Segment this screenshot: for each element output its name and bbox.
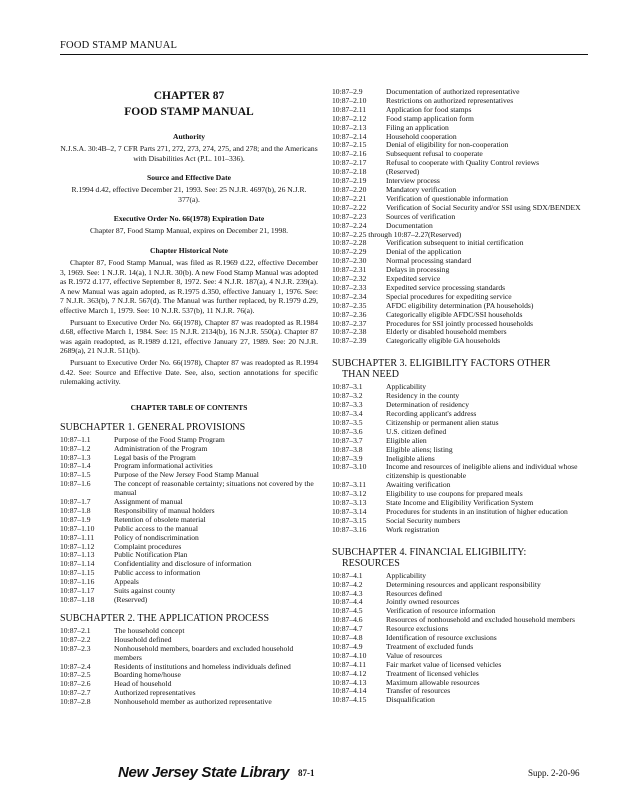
section-title: Maximum allowable resources <box>386 677 480 687</box>
section-number: 10:87–2.29 <box>332 247 367 257</box>
section-number: 10:87–4.10 <box>332 650 367 660</box>
historical-note-heading: Chapter Historical Note <box>150 245 228 255</box>
section-title: Resources defined <box>386 588 442 598</box>
section-number: 10:87–1.3 <box>60 452 91 462</box>
section-number: 10:87–2.25 through 10:87–2.27 <box>332 229 429 239</box>
chapter-title: FOOD STAMP MANUAL <box>124 106 254 118</box>
section-number: 10:87–1.14 <box>60 559 95 569</box>
section-title: Suits against county <box>114 586 176 596</box>
toc-entry <box>332 437 588 446</box>
section-title: Assignment of manual <box>114 497 183 507</box>
toc-entry <box>332 159 588 168</box>
section-title: Boarding home/house <box>114 670 181 680</box>
section-number: 10:87–2.32 <box>332 274 367 284</box>
section-title: Applicability <box>386 570 427 580</box>
section-number: 10:87–2.20 <box>332 184 367 194</box>
section-title: Legal basis of the Program <box>114 452 196 462</box>
section-title: Purpose of the Food Stamp Program <box>114 434 225 444</box>
toc-entry <box>332 508 588 517</box>
toc-entry <box>332 213 588 222</box>
source-text: R.1994 d.42, effective December 21, 1993. See: 25 N.J.R. 4697(b), 26 N.J.R. 377(a). <box>71 185 307 204</box>
section-number: 10:87–4.4 <box>332 597 363 607</box>
toc-entry <box>332 687 588 696</box>
section-number: 10:87–2.33 <box>332 282 367 292</box>
toc-entry <box>332 446 588 455</box>
section-title: Income and resources of ineligible aliens and individual whose citizenship is questionable <box>386 462 578 481</box>
section-number: 10:87–4.15 <box>332 695 367 705</box>
section-title: Recording applicant's address <box>386 409 477 418</box>
toc-entry <box>332 168 588 177</box>
section-number: 10:87–1.4 <box>60 461 91 471</box>
section-number: 10:87–3.12 <box>332 489 367 499</box>
section-title: Jointly owned resources <box>386 597 460 607</box>
section-title: Household defined <box>114 634 172 644</box>
toc-entry <box>60 698 318 707</box>
section-number: 10:87–3.5 <box>332 417 363 427</box>
section-number: 10:87–2.5 <box>60 670 91 680</box>
toc-entry <box>332 337 588 346</box>
section-number: 10:87–2.15 <box>332 140 367 150</box>
section-number: 10:87–2.34 <box>332 291 367 301</box>
toc-entry <box>332 679 588 688</box>
toc-entry <box>60 596 318 605</box>
section-number: 10:87–1.11 <box>60 532 95 542</box>
section-number: 10:87–2.13 <box>332 122 367 132</box>
section-title: Applicability <box>386 382 427 392</box>
section-title: Verification of Social Security and/or SSI using SDX/BENDEX <box>386 202 581 212</box>
section-title: Special procedures for expediting service <box>386 291 512 301</box>
toc-entry <box>332 383 588 392</box>
section-title: Interview process <box>386 176 440 186</box>
section-number: 10:87–2.9 <box>332 87 363 96</box>
subchapter-1-title: SUBCHAPTER 1. GENERAL PROVISIONS <box>60 421 246 433</box>
section-number: 10:87–4.3 <box>332 588 363 598</box>
section-title: Resource exclusions <box>386 624 449 634</box>
section-title: Food stamp application form <box>386 113 474 123</box>
section-number: 10:87–2.11 <box>332 104 367 114</box>
section-title: Filing an application <box>386 122 449 132</box>
section-title: Categorically eligible GA households <box>386 336 501 346</box>
toc-entry <box>60 663 318 672</box>
section-number: 10:87–1.18 <box>60 595 95 604</box>
section-title: Nonhousehold members, boarders and excluded household members <box>114 643 294 662</box>
section-title: Confidentiality and disclosure of information <box>114 559 252 569</box>
section-title: Categorically eligible AFDC/SSI households <box>386 309 523 319</box>
right-column <box>332 88 588 705</box>
section-number: 10:87–3.6 <box>332 426 363 436</box>
subchapter-2-list <box>60 627 318 707</box>
section-number: 10:87–4.8 <box>332 633 363 643</box>
toc-entry <box>332 177 588 186</box>
section-title: Fair market value of licensed vehicles <box>386 659 502 669</box>
section-title: Work registration <box>386 524 440 534</box>
section-number: 10:87–3.16 <box>332 524 367 534</box>
section-title: The concept of reasonable certainty; situations not covered by the manual <box>114 479 314 498</box>
section-number: 10:87–2.19 <box>332 176 367 186</box>
section-title: Refusal to cooperate with Quality Control reviews <box>386 158 540 168</box>
section-number: 10:87–3.7 <box>332 435 363 445</box>
section-title: Mandatory verification <box>386 184 457 194</box>
section-number: 10:87–1.13 <box>60 550 95 560</box>
subchapter-3-title-line: SUBCHAPTER 3. ELIGIBILITY FACTORS OTHER <box>332 358 551 370</box>
section-title: Residency in the county <box>386 391 460 401</box>
section-title: Verification of resource information <box>386 606 496 616</box>
section-number: 10:87–2.28 <box>332 238 367 248</box>
section-title: Social Security numbers <box>386 515 461 525</box>
section-title: Treatment of excluded funds <box>386 641 474 651</box>
section-number: 10:87–3.9 <box>332 453 363 463</box>
section-number: 10:87–4.2 <box>332 579 363 589</box>
section-title: Head of household <box>114 679 172 689</box>
authority-heading: Authority <box>172 132 206 141</box>
toc-entry <box>60 534 318 543</box>
section-number: 10:87–2.4 <box>60 661 91 671</box>
section-title: Value of resources <box>386 650 443 660</box>
section-title: Responsibility of manual holders <box>114 505 215 515</box>
section-number: 10:87–4.11 <box>332 659 367 669</box>
section-title: Sources of verification <box>386 211 456 221</box>
section-number: 10:87–4.13 <box>332 677 367 687</box>
header-rule <box>60 54 588 55</box>
library-stamp: New Jersey State Library <box>118 764 290 781</box>
section-title: Complaint procedures <box>114 541 182 551</box>
toc-entry <box>60 543 318 552</box>
section-number: 10:87–1.7 <box>60 497 91 507</box>
toc-entry <box>332 124 588 133</box>
section-title: Documentation of authorized representative <box>386 87 520 96</box>
subchapter-4-title-line: SUBCHAPTER 4. FINANCIAL ELIGIBILITY: <box>332 546 527 558</box>
section-number: 10:87–2.12 <box>332 113 367 123</box>
section-title: (Reserved) <box>428 229 462 239</box>
toc-entry <box>332 590 588 599</box>
section-number: 10:87–2.14 <box>332 131 367 141</box>
section-title: Verification subsequent to initial certification <box>386 238 524 248</box>
section-number: 10:87–2.18 <box>332 167 367 177</box>
section-title: Policy of nondiscrimination <box>114 532 199 542</box>
toc-entry <box>332 643 588 652</box>
section-number: 10:87–2.7 <box>60 688 91 698</box>
section-number: 10:87–2.35 <box>332 300 367 310</box>
section-title: Program informational activities <box>114 461 213 471</box>
toc-entry <box>332 257 588 266</box>
section-number: 10:87–1.2 <box>60 443 91 453</box>
section-number: 10:87–3.14 <box>332 506 367 516</box>
section-title: Household cooperation <box>386 131 457 141</box>
section-number: 10:87–4.9 <box>332 641 363 651</box>
toc-entry <box>60 645 318 663</box>
historical-note-paragraph: Pursuant to Executive Order No. 66(1978), Chapter 87 was readopted as R.1994 d.42. See: Source and Effective Date. See, also, section annotations for specific rulemaking activity. <box>60 357 318 387</box>
running-header: FOOD STAMP MANUAL <box>60 40 178 51</box>
section-number: 10:87–1.15 <box>60 568 95 578</box>
section-number: 10:87–2.39 <box>332 336 367 346</box>
toc-entry <box>60 578 318 587</box>
section-title: Eligibility to use coupons for prepared meals <box>386 489 523 499</box>
section-number: 10:87–2.37 <box>332 318 367 328</box>
section-title: AFDC eligibility determination (PA households) <box>386 300 534 310</box>
chapter-number: CHAPTER 87 <box>153 90 225 102</box>
section-number: 10:87–2.2 <box>60 634 91 644</box>
section-number: 10:87–2.22 <box>332 202 367 212</box>
section-number: 10:87–2.3 <box>60 643 91 653</box>
subchapter-1-list <box>60 436 318 605</box>
section-number: 10:87–3.1 <box>332 382 363 392</box>
section-number: 10:87–3.4 <box>332 409 363 418</box>
section-title: Subsequent refusal to cooperate <box>386 149 483 159</box>
section-title: Denial of the application <box>386 247 462 257</box>
section-title: Public access to the manual <box>114 523 198 533</box>
toc-entry <box>332 616 588 625</box>
section-number: 10:87–3.8 <box>332 444 363 454</box>
section-title: U.S. citizen defined <box>386 426 447 436</box>
section-number: 10:87–3.10 <box>332 462 367 472</box>
section-number: 10:87–3.2 <box>332 391 363 401</box>
section-number: 10:87–2.17 <box>332 158 367 168</box>
section-number: 10:87–2.1 <box>60 625 91 635</box>
section-title: Denial of eligibility for non-cooperation <box>386 140 509 150</box>
toc-entry <box>332 526 588 535</box>
section-title: Ineligible aliens <box>386 453 435 463</box>
supplement-date: Supp. 2-20-96 <box>528 768 580 778</box>
section-title: (Reserved) <box>386 167 420 177</box>
toc-entry <box>332 463 588 481</box>
subchapter-2-title: SUBCHAPTER 2. THE APPLICATION PROCESS <box>60 612 270 624</box>
section-title: Procedures for students in an institution of higher education <box>386 506 568 516</box>
subchapter-2-list-continued <box>332 239 588 346</box>
section-number: 10:87–4.5 <box>332 606 363 616</box>
toc-entry <box>60 627 318 636</box>
subchapter-3-title <box>332 358 588 380</box>
section-title: Public access to information <box>114 568 201 578</box>
subchapter-3-title-line: THAN NEED <box>342 369 399 381</box>
section-title: State Income and Eligibility Verification System <box>386 498 534 508</box>
expiration-heading: Executive Order No. 66(1978) Expiration Date <box>113 214 265 224</box>
section-title: Eligible alien <box>386 435 427 445</box>
page-number: 87-1 <box>298 768 315 778</box>
toc-entry <box>332 266 588 275</box>
toc-entry <box>332 204 588 213</box>
section-title: Appeals <box>114 577 139 587</box>
toc-entry <box>60 480 318 498</box>
toc-entry <box>332 428 588 437</box>
section-number: 10:87–1.6 <box>60 479 91 489</box>
section-title: Delays in processing <box>386 265 450 275</box>
toc-title: CHAPTER TABLE OF CONTENTS <box>130 402 248 412</box>
section-number: 10:87–4.1 <box>332 570 363 580</box>
section-number: 10:87–2.16 <box>332 149 367 159</box>
section-number: 10:87–2.31 <box>332 265 367 275</box>
section-number: 10:87–1.17 <box>60 586 95 596</box>
section-title: Verification of questionable information <box>386 193 509 203</box>
section-number: 10:87–4.6 <box>332 615 363 625</box>
section-title: Restrictions on authorized representatives <box>386 95 514 105</box>
section-number: 10:87–2.36 <box>332 309 367 319</box>
section-number: 10:87–2.38 <box>332 327 367 337</box>
section-title: Application for food stamps <box>386 104 472 114</box>
section-number: 10:87–3.11 <box>332 480 367 490</box>
section-number: 10:87–2.21 <box>332 193 367 203</box>
section-number: 10:87–2.10 <box>332 95 367 105</box>
toc-entry <box>332 696 588 705</box>
section-number: 10:87–1.10 <box>60 523 95 533</box>
section-title: Determining resources and applicant responsibility <box>386 579 541 589</box>
toc-entry <box>60 569 318 578</box>
section-title: Transfer of resources <box>386 686 451 696</box>
section-number: 10:87–3.3 <box>332 400 363 410</box>
section-title: Expedited service processing standards <box>386 282 506 292</box>
left-column <box>60 86 318 707</box>
section-title: (Reserved) <box>114 595 148 604</box>
section-title: Awaiting verification <box>386 480 451 490</box>
section-title: Documentation <box>386 220 433 230</box>
section-title: Disqualification <box>386 695 435 705</box>
section-number: 10:87–1.5 <box>60 470 91 480</box>
section-number: 10:87–3.15 <box>332 515 367 525</box>
subchapter-2-list-continued <box>332 88 588 231</box>
section-number: 10:87–1.8 <box>60 505 91 515</box>
section-title: Retention of obsolete material <box>114 514 206 524</box>
section-title: Purpose of the New Jersey Food Stamp Manual <box>114 470 259 480</box>
section-title: Nonhousehold member as authorized representative <box>114 697 272 707</box>
section-number: 10:87–4.14 <box>332 686 367 696</box>
section-number: 10:87–2.23 <box>332 211 367 221</box>
section-title: Treatment of licensed vehicles <box>386 668 479 678</box>
historical-note-paragraph: Chapter 87, Food Stamp Manual, was filed as R.1969 d.22, effective December 3, 1969. See: 1 N.J.R. 14(a), 1 N.J.R. 30(b). A new Food Stamp Manual was adopted as R.1972 d.177, effective September 8, 1972. See: 4 N.J.R. 187(a), 4 N.J.R. 239(a). A new Manual was again adopted, as R.1975 d.350, effective January 1, 1976. See: 7 N.J.R. 363(b), 7 N.J.R. 567(d). The Manual was further replaced, by R.1979 d.29, effective March 1, 1979. See: 10 N.J.R. 537(b), 11 N.J.R. 76(a). <box>60 257 318 315</box>
section-number: 10:87–4.7 <box>332 624 363 634</box>
section-number: 10:87–3.13 <box>332 498 367 508</box>
subchapter-4-title <box>332 547 588 569</box>
section-title: Eligible aliens; listing <box>386 444 453 454</box>
toc-entry <box>332 517 588 526</box>
section-number: 10:87–2.8 <box>60 697 91 707</box>
toc-entry <box>332 419 588 428</box>
section-title: Determination of residency <box>386 400 470 410</box>
section-number: 10:87–1.1 <box>60 434 91 444</box>
section-title: Normal processing standard <box>386 256 472 266</box>
toc-entry <box>332 115 588 124</box>
section-number: 10:87–2.24 <box>332 220 367 230</box>
source-heading: Source and Effective Date <box>146 173 231 183</box>
section-title: Expedited service <box>386 274 441 284</box>
section-number: 10:87–1.9 <box>60 514 91 524</box>
section-title: Citizenship or permanent alien status <box>386 417 499 427</box>
toc-entry <box>60 671 318 680</box>
subchapter-3-list <box>332 383 588 534</box>
section-title: Public Notification Plan <box>114 550 188 560</box>
section-title: Identification of resource exclusions <box>386 633 497 643</box>
section-number: 10:87–4.12 <box>332 668 367 678</box>
historical-note-paragraph: Pursuant to Executive Order No. 66(1978), Chapter 87 was readopted as R.1984 d.68, effective March 1, 1984. See: 15 N.J.R. 2134(b), 16 N.J.R. 550(a). Chapter 87 was again readopted, as R.1989 d.121, effective January 27, 1989. See: 20 N.J.R. 2689(a), 21 N.J.R. 511(b). <box>60 317 318 356</box>
toc-entry <box>332 581 588 590</box>
subchapter-4-list <box>332 572 588 706</box>
section-title: Residents of institutions and homeless individuals defined <box>114 661 291 671</box>
section-title: Resources of nonhousehold and excluded household members <box>386 615 575 625</box>
expiration-text: Chapter 87, Food Stamp Manual, expires on December 21, 1998. <box>89 226 289 236</box>
subchapter-4-title-line: RESOURCES <box>342 557 400 569</box>
section-title: Administration of the Program <box>114 443 208 453</box>
section-title: The household concept <box>114 625 185 635</box>
section-number: 10:87–2.30 <box>332 256 367 266</box>
authority-text: N.J.S.A. 30:4B–2, 7 CFR Parts 271, 272, 273, 274, 275, and 278; and the Americans with Disabilities Act (P.L. 101–336). <box>60 144 318 163</box>
section-number: 10:87–1.12 <box>60 541 95 551</box>
section-title: Elderly or disabled household members <box>386 327 507 337</box>
section-number: 10:87–1.16 <box>60 577 95 587</box>
section-title: Procedures for SSI jointly processed households <box>386 318 534 328</box>
section-title: Authorized representatives <box>114 688 196 698</box>
toc-entry <box>60 587 318 596</box>
section-number: 10:87–2.6 <box>60 679 91 689</box>
